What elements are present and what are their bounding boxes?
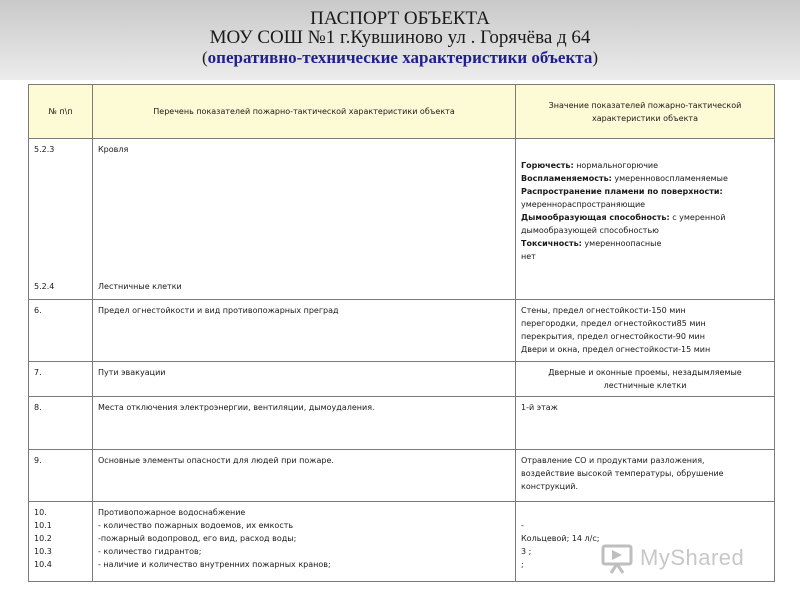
value-line: - xyxy=(521,521,524,530)
header-indicator: Перечень показателей пожарно-тактической характеристики объекта xyxy=(93,85,516,139)
characteristics-table xyxy=(28,84,775,582)
row-num xyxy=(29,139,93,300)
value-line: перегородки, предел огнестойкости85 мин xyxy=(521,319,706,328)
row-indicator-text: - наличие и количество внутренних пожарных кранов; xyxy=(98,560,331,569)
watermark-text: MyShared xyxy=(640,545,745,570)
page-title: ПАСПОРТ ОБЪЕКТА xyxy=(310,8,490,29)
value-line: Отравление СО и продуктами разложения, xyxy=(521,456,705,465)
row-indicator-text: - количество гидрантов; xyxy=(98,547,202,556)
value-line: Горючесть: нормальногорючие xyxy=(521,161,659,170)
row-value xyxy=(516,300,775,362)
table-row xyxy=(29,139,775,300)
value-line: 3 ; xyxy=(521,547,532,556)
row-indicator-text: Кровля xyxy=(98,145,129,154)
row-num: 8. xyxy=(29,397,93,450)
row-indicator: Предел огнестойкости и вид противопожарных преград xyxy=(93,300,516,362)
row-indicator-text: Лестничные клетки xyxy=(98,282,182,291)
value-line: 1-й этаж xyxy=(521,403,558,412)
row-num-text: 10.2 xyxy=(34,534,52,543)
row-indicator-text: - количество пожарных водоемов, их емкость xyxy=(98,521,294,530)
page-caption xyxy=(0,48,800,68)
table-header-row xyxy=(29,85,775,139)
row-indicator-text: -пожарный водопровод, его вид, расход воды; xyxy=(98,534,297,543)
watermark xyxy=(600,540,780,576)
value-line: лестничные клетки xyxy=(603,381,687,390)
table-row xyxy=(29,300,775,362)
value-line: Токсичность: умеренноопасные xyxy=(521,239,662,248)
value-line: Двери и окна, предел огнестойкости-15 мин xyxy=(521,345,711,354)
row-num-text: 10. xyxy=(34,508,47,517)
row-num: 7. xyxy=(29,362,93,397)
row-indicator: Места отключения электроэнергии, вентиляции, дымоудаления. xyxy=(93,397,516,450)
row-value xyxy=(516,397,775,450)
row-indicator xyxy=(93,139,516,300)
value-line: Дверные и оконные проемы, незадымляемые xyxy=(548,368,742,377)
row-num-text: 10.3 xyxy=(34,547,52,556)
value-line: Распространение пламени по поверхности: xyxy=(521,187,723,196)
value-line: воздействие высокой температуры, обрушение xyxy=(521,469,724,478)
value-line: перекрытия, предел огнестойкости-90 мин xyxy=(521,332,705,341)
value-line: конструкций. xyxy=(521,482,579,491)
value-line: дымообразующей способностью xyxy=(521,226,659,235)
row-num: 6. xyxy=(29,300,93,362)
row-value xyxy=(516,450,775,502)
row-num: 9. xyxy=(29,450,93,502)
value-line: Кольцевой; 14 л/с; xyxy=(521,534,600,543)
row-indicator-text: Противопожарное водоснабжение xyxy=(98,508,246,517)
row-num xyxy=(29,502,93,582)
caption-open-paren: ( xyxy=(202,48,208,67)
row-value xyxy=(516,139,775,300)
row-num-text: 10.1 xyxy=(34,521,52,530)
table-row xyxy=(29,450,775,502)
caption-highlight: оперативно-технические характеристики объекта xyxy=(207,48,593,67)
header-num: № п\п xyxy=(29,85,93,139)
table-row xyxy=(29,397,775,450)
value-line: ; xyxy=(521,560,524,569)
row-num-text: 5.2.3 xyxy=(34,145,55,154)
value-line: Дымообразующая способность: с умеренной xyxy=(521,213,726,222)
row-num-text: 10.4 xyxy=(34,560,52,569)
table-row xyxy=(29,362,775,397)
row-indicator xyxy=(93,502,516,582)
header-value: Значение показателей пожарно-тактической характеристики объекта xyxy=(516,85,775,139)
row-num-text: 5.2.4 xyxy=(34,282,55,291)
row-indicator: Пути эвакуации xyxy=(93,362,516,397)
page-subtitle: МОУ СОШ №1 г.Кувшиново ул . Горячёва д 64 xyxy=(209,27,591,48)
value-line: Стены, предел огнестойкости-150 мин xyxy=(521,306,686,315)
value-line: нет xyxy=(521,252,536,261)
value-line: умереннораспространяющие xyxy=(521,200,646,209)
presentation-icon xyxy=(600,541,634,575)
row-value xyxy=(516,362,775,397)
value-line: Воспламеняемость: умеренновоспламеняемые xyxy=(521,174,728,183)
row-indicator: Основные элементы опасности для людей при пожаре. xyxy=(93,450,516,502)
caption-close-paren: ) xyxy=(592,48,598,67)
